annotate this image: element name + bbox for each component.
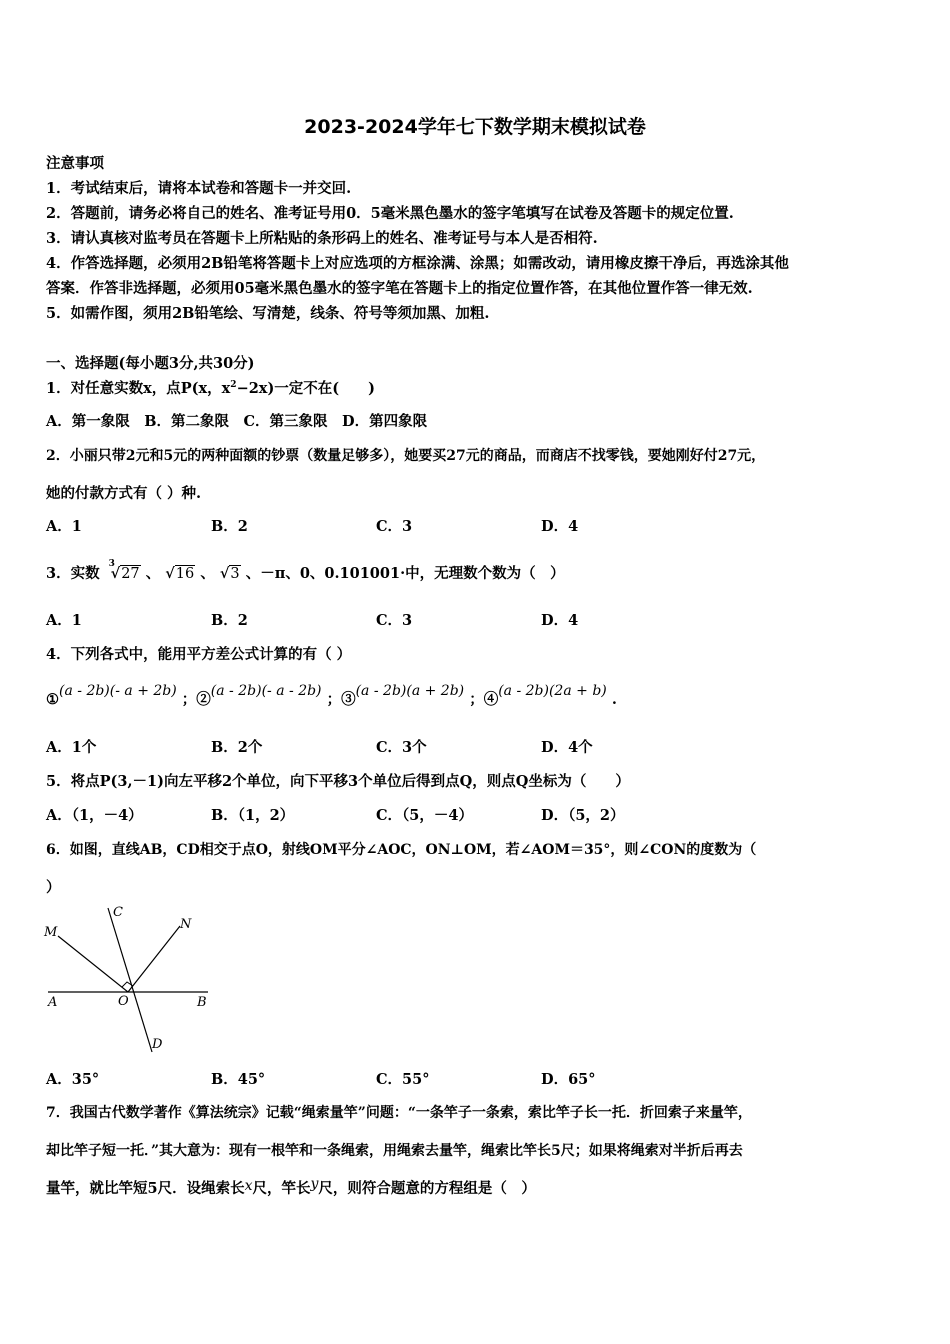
- option-d: D．4: [541, 612, 579, 629]
- question-5-stem: 5．将点P(3,－1)向左平移2个单位，向下平移3个单位后得到点Q，则点Q坐标为（ ）: [46, 773, 630, 790]
- label-n: N: [180, 917, 192, 932]
- ray-om: [58, 936, 128, 992]
- sqrt-16: √16: [165, 565, 195, 582]
- page-title: 2023-2024学年七下数学期末模拟试卷: [304, 116, 646, 138]
- section-heading: 一、选择题(每小题3分,共30分): [46, 355, 255, 372]
- question-2-stem: 2．小丽只带2元和5元的两种面额的钞票（数量足够多），她要买27元的商品，而商店不找零钱，要她刚好付27元，: [46, 448, 766, 464]
- option-c: C．55°: [376, 1071, 430, 1088]
- angle-figure: [40, 900, 220, 1060]
- question-7-stem-cont: 却比竿子短一托．”其大意为：现有一根竿和一条绳索，用绳索去量竿，绳索比竿长5尺；如果将绳索对半折后再去: [46, 1143, 743, 1159]
- option-c: C．（5，－4）: [376, 807, 473, 824]
- option-b: B．2: [211, 612, 248, 629]
- question-4-stem: 4．下列各式中，能用平方差公式计算的有（ ）: [46, 646, 352, 663]
- question-6-stem: 6．如图，直线AB，CD相交于点O，射线OM平分∠AOC，ON⊥OM，若∠AOM＝35°，则∠CON的度数为（: [46, 842, 757, 858]
- notice-item: 5．如需作图，须用2B铅笔绘、写清楚，线条、符号等须加黑、加粗.: [46, 305, 490, 322]
- option-b: B．2个: [211, 739, 263, 756]
- option-a: A．35°: [46, 1071, 100, 1088]
- label-o: O: [118, 994, 129, 1009]
- notice-heading: 注意事项: [46, 155, 104, 172]
- question-2-stem-cont: 她的付款方式有（ ）种.: [46, 485, 202, 502]
- notice-item: 答案．作答非选择题，必须用05毫米黑色墨水的签字笔在答题卡上的指定位置作答，在其他位置作答一律无效.: [46, 280, 753, 297]
- question-1-options: A．第一象限 B．第二象限 C．第三象限 D．第四象限: [46, 413, 428, 430]
- option-a: A．（1，－4）: [46, 807, 143, 824]
- option-a: A．1: [46, 612, 82, 629]
- expression-3: (a - 2b)(a + 2b): [355, 683, 465, 699]
- option-c: C．3个: [376, 739, 427, 756]
- expression-2: (a - 2b)(- a - 2b): [210, 683, 322, 699]
- variable-x: x: [244, 1178, 253, 1194]
- option-a: A．1个: [46, 739, 97, 756]
- label-a: A: [48, 995, 58, 1010]
- expression-4: (a - 2b)(2a + b): [498, 683, 607, 699]
- option-c: C．3: [376, 612, 413, 629]
- notice-item: 3．请认真核对监考员在答题卡上所粘贴的条形码上的姓名、准考证号与本人是否相符.: [46, 230, 598, 247]
- option-b: B．2: [211, 518, 248, 535]
- option-c: C．3: [376, 518, 413, 535]
- option-b: B．45°: [211, 1071, 266, 1088]
- sqrt-3: √3: [219, 565, 240, 582]
- notice-item: 1．考试结束后，请将本试卷和答题卡一并交回.: [46, 180, 352, 197]
- label-c: C: [113, 905, 123, 920]
- question-1-stem: 1．对任意实数x，点P(x，$x^2-2x$)一定不在( ): [46, 380, 376, 397]
- question-4-expressions: ①(a - 2b)(- a + 2b) ；②(a - 2b)(- a - 2b) ；③(a - 2b)(a + 2b) ；④(a - 2b)(2a + b) .: [46, 683, 617, 708]
- question-3-stem: 3．实数 3 √27 、 √16 、 √3 、－π、0、0.101001·中，无理数个数为（ ）: [46, 559, 565, 582]
- label-b: B: [197, 995, 207, 1010]
- question-7-stem: 7．我国古代数学著作《算法统宗》记载“绳索量竿”问题：“一条竿子一条索，索比竿子长一托．折回索子来量竿，: [46, 1105, 752, 1121]
- notice-item: 4．作答选择题，必须用2B铅笔将答题卡上对应选项的方框涂满、涂黑；如需改动，请用橡皮擦干净后，再选涂其他: [46, 255, 789, 272]
- notice-item: 2．答题前，请务必将自己的姓名、准考证号用0．5毫米黑色墨水的签字笔填写在试卷及答题卡的规定位置.: [46, 205, 734, 222]
- option-d: D．65°: [541, 1071, 596, 1088]
- question-6-stem-cont: ）: [46, 879, 61, 896]
- option-a: A．1: [46, 518, 82, 535]
- label-d: D: [152, 1037, 163, 1052]
- line-cd: [108, 908, 152, 1052]
- cube-root-27: 3 √27: [108, 559, 140, 582]
- ray-on: [128, 926, 180, 992]
- option-d: D．（5，2）: [541, 807, 625, 824]
- option-b: B．（1，2）: [211, 807, 295, 824]
- question-7-stem-end: 量竿，就比竿短5尺．设绳索长x尺，竿长y尺，则符合题意的方程组是（ ）: [46, 1176, 536, 1197]
- expression-1: (a - 2b)(- a + 2b): [59, 683, 177, 699]
- option-d: D．4个: [541, 739, 593, 756]
- option-d: D．4: [541, 518, 579, 535]
- label-m: M: [44, 925, 58, 940]
- variable-y: y: [310, 1176, 319, 1192]
